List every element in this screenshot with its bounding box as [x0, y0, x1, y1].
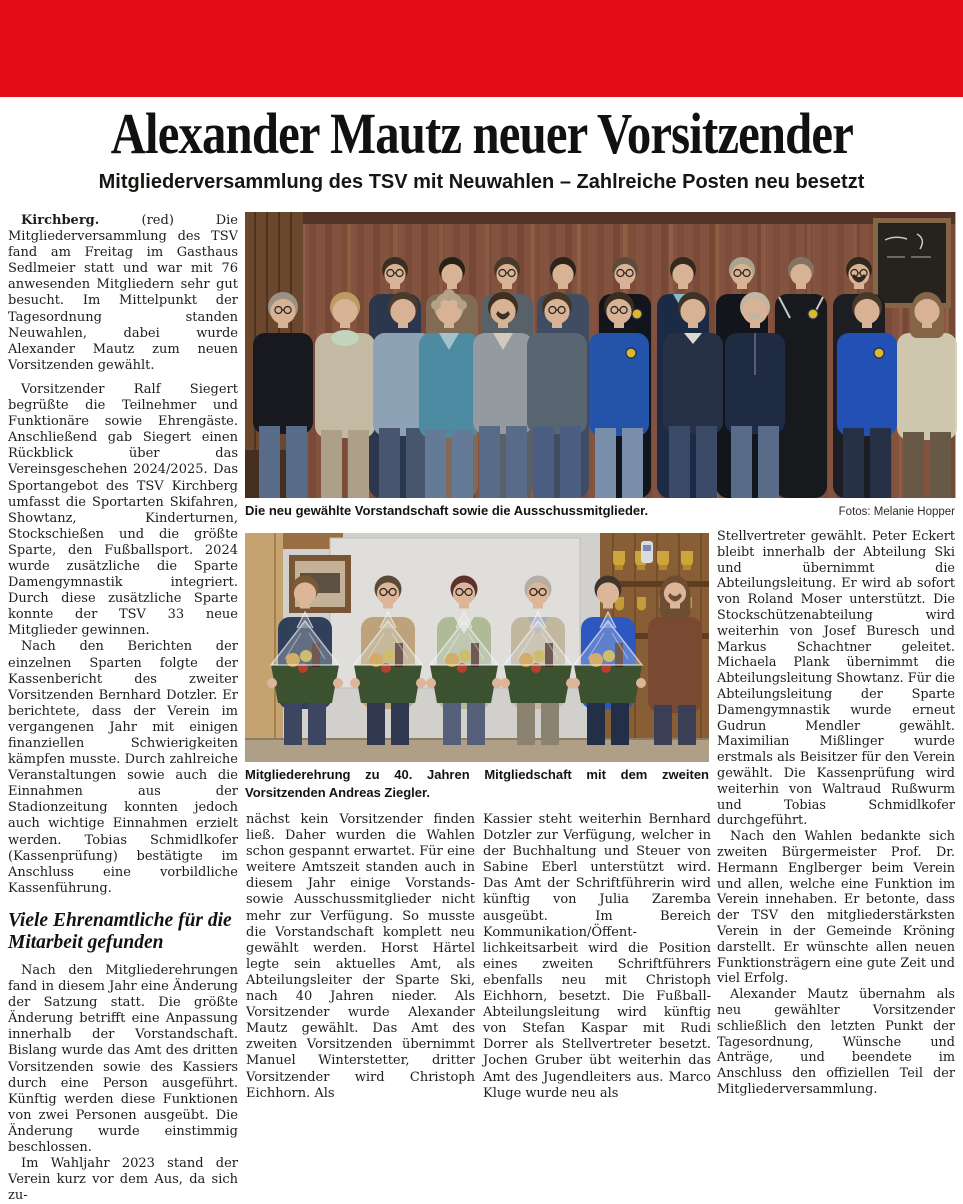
- photo2-caption: Mitgliederehrung zu 40. Jahren Mitgliedschaft mit dem zweiten Vorsitzenden Andreas Ziegler.: [245, 767, 709, 800]
- photo1-caption: Die neu gewählte Vorstandschaft sowie die Ausschussmitglieder.: [245, 503, 649, 518]
- article-column-2: [246, 812, 475, 1101]
- section-crosshead: Viele Ehrenamtliche für die Mitarbeit gefunden: [8, 909, 232, 953]
- article-column-1: [8, 213, 238, 1204]
- article-paragraph: Stellvertreter gewählt. Peter Eckert bleibt innerhalb der Abteilung Ski und übernimmt die Abteilungsleitung. Er wird ab sofort von Roland Moser unterstützt. Die Stockschützenabteilung wird weiterhin von Josef Buresch und Markus Schachtner geleitet. Michaela Plank übernimmt die Abteilungsleitung Showtanz. Für die Abteilungsleitung der Sparte Damengymnastik wurde erneut Gudrun Mendler gewählt. Maximilian Mißlinger wurde erstmals als Beisitzer für den Verein gewählt. Die Kassenprüfung wird weiterhin von Waltraud Rußwurm und Tobias Schmidlkofer durchgeführt.: [717, 529, 955, 829]
- article-paragraph: Im Wahljahr 2023 stand der Verein kurz vor dem Aus, da sich zu-: [8, 1156, 238, 1204]
- article-paragraph: Kassier steht weiterhin Bernhard Dotzler zur Verfügung, welcher in der Buchhaltung und Steuer von Sabine Eberl unterstützt wird. Das Amt der Schriftführerin wird künftig von Julia Zaremba ausgeübt. Im Bereich Kommunikation/Öffentlichkeitsarbeit wird die Position eines zweiten Schriftführers ebenfalls neu mit Christoph Eichhorn, besetzt. Die Fußball-Abteilungsleitung wird künftig von Stefan Kaspar mit Rudi Dorrer als Stellvertreter besetzt. Jochen Gruber übt weiterhin das Amt des Jugendleiters aus. Marco Kluge wurde neu als: [483, 812, 711, 1101]
- article-paragraph: Kirchberg. (red) Die Mitgliederversammlung des TSV fand am Freitag im Gasthaus Sedlmeier statt und war mit 76 anwesenden Mitgliedern sehr gut besucht. Im Mittelpunkt der Tagesordnung standen Neuwahlen, dabei wurde Alexander Mautz zum neuen Vorsitzenden gewählt.: [8, 213, 238, 373]
- article-paragraph: Nach den Mitgliederehrungen fand in diesem Jahr eine Änderung der Satzung statt. Die größte Änderung betrifft eine Anpassung innerhalb der Vorstandschaft. Bislang wurde das Amt des dritten Vorsitzenden sowie des Kassiers durch eine Person ausgeführt. Künftig werden diese Funktionen von zwei Personen ausgeübt. Die Änderung wurde einstimmig beschlossen.: [8, 963, 238, 1156]
- dateline: Kirchberg.: [21, 213, 142, 228]
- photo1-caption-row: [245, 503, 955, 518]
- photo-board-group: [245, 212, 955, 498]
- article-paragraph: Alexander Mautz übernahm als neu gewählter Vorsitzender schließlich den letzten Punkt der Tagesordnung, Wünsche und Anträge, und beendete im Anschluss den offiziellen Teil der Mitgliederversammlung.: [717, 987, 955, 1097]
- article-headline: Alexander Mautz neuer Vorsitzender: [110, 100, 853, 166]
- article-subheadline: Mitgliederversammlung des TSV mit Neuwahlen – Zahlreiche Posten neu besetzt: [98, 171, 865, 193]
- photo-credit: Fotos: Melanie Hopper: [838, 506, 955, 518]
- article-paragraph: Nach den Wahlen bedankte sich zweiten Bürgermeister Prof. Dr. Hermann Englberger beim Verein und allen, welche eine Funktion im Verein innehaben. Er betonte, dass der TSV den mitgliederstärksten Verein in der Gemeinde Kröning darstellt. Er wünschte allen neuen Funktionsträgern eine gute Zeit und viel Erfolg.: [717, 829, 955, 987]
- article-paragraph: Vorsitzender Ralf Siegert begrüßte die Teilnehmer und Funktionäre sowie Ehrengäste. Anschließend gab Siegert einen Rückblick über das Vereinsgeschehen 2024/2025. Das Sportangebot des TSV Kirchberg umfasst die Sportarten Skifahren, Showtanz, Kinderturnen, Stockschießen und die größte Sparte, den Fußballsport. 2024 wurde zusätzliche die Sparte Damengymnastik integriert. Durch diese zusätzliche Sparte konnte der TSV 33 neue Mitglieder gewinnen.: [8, 381, 238, 639]
- photo-honored-members: [245, 533, 709, 762]
- article-paragraph: Nach den Berichten der einzelnen Sparten folgte der Kassenbericht des zweiter Vorsitzenden Bernhard Dotzler. Er berichtete, dass der Verein im vergangenen Jahr mit einigen finanziellen Schwierigkeiten kämpfen musste. Durch zahlreiche Veranstaltungen sowie auch die Einnahmen aus der Stadionzeitung konnten jedoch auch wichtige Einnahmen erzielt werden. Tobias Schmidlkofer (Kassenprüfung) bestätigte im Anschluss eine vorbildliche Kassenführung.: [8, 639, 238, 896]
- article-column-3: [483, 812, 711, 1101]
- masthead-red-banner: [0, 0, 963, 97]
- article-column-4: [717, 529, 955, 1097]
- article-paragraph: nächst kein Vorsitzender finden ließ. Daher wurden die Wahlen schon gespannt erwartet. Für eine weitere Amtszeit standen auch in diesem Jahr einige Vorstands- sowie Ausschussmitglieder nicht mehr zur Verfügung. So musste die Vorstandschaft komplett neu gewählt werden. Horst Härtel legte sein aktuelles Amt, als Abteilungsleiter der Sparte Ski, nach 40 Jahren nieder. Als Vorsitzender wurde Alexander Mautz gewählt. Das Amt des zweiten Vorsitzenden übernimmt Manuel Winterstetter, dritter Vorsitzender wird Christoph Eichhorn. Als: [246, 812, 475, 1101]
- headline-row: [0, 97, 963, 169]
